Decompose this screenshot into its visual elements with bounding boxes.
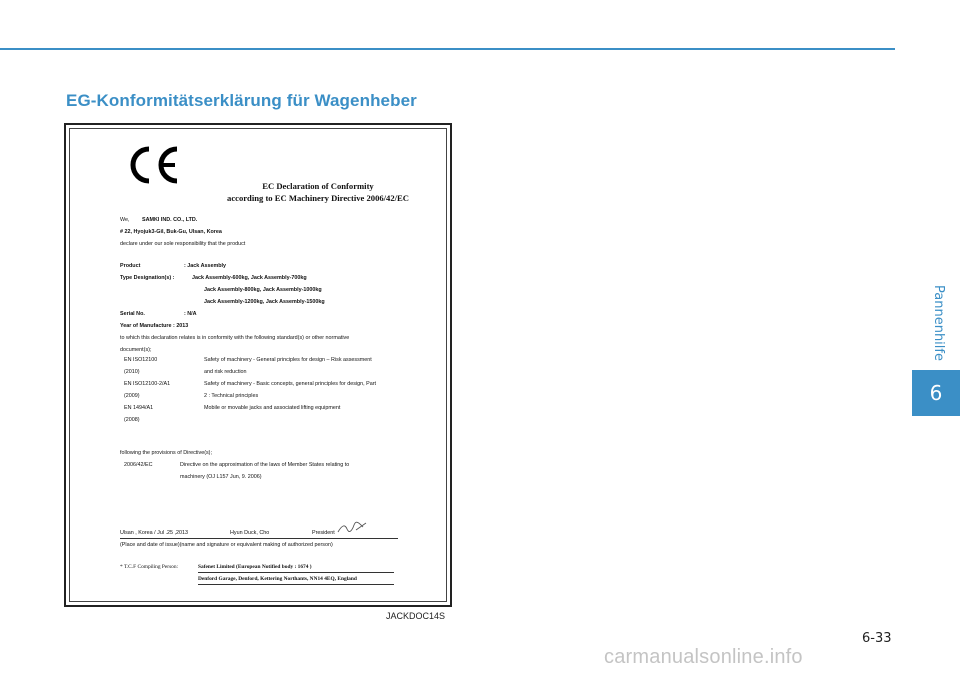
type-item: Jack Assembly-800kg, Jack Assembly-1000kg <box>204 287 322 293</box>
tcf-body: Safenet Limited (European Notified body : 1674 ) <box>198 564 312 570</box>
directive-desc: Directive on the approximation of the laws of Member States relating to <box>180 462 350 468</box>
chapter-tab[interactable] <box>912 370 960 416</box>
standard-code: EN ISO12100 <box>124 357 158 363</box>
standard-desc: 2 : Technical principles <box>204 393 259 399</box>
type-item: Jack Assembly-1200kg, Jack Assembly-1500kg <box>204 299 325 305</box>
tcf-label: * T.C.F Compiling Person: <box>120 564 179 570</box>
product-value: : Jack Assembly <box>184 263 227 269</box>
standard-desc: Mobile or movable jacks and associated lifting equipment <box>204 405 341 411</box>
directive-code: 2006/42/EC <box>124 462 153 468</box>
chapter-side-label: Pannenhilfe <box>931 285 946 361</box>
tcf-address: Denford Garage, Denford, Kettering Northants, NN14 4EQ, England <box>198 576 357 582</box>
chapter-number: 6 <box>929 381 943 405</box>
standard-desc: Safety of machinery - General principles for design – Risk assessment <box>204 357 372 363</box>
watermark-text: carmanualsonline.info <box>604 646 803 668</box>
sign-name: Hyun Duck, Cho <box>230 530 270 536</box>
image-code: JACKDOC14S <box>386 611 446 621</box>
doc-title: EC Declaration of Conformity <box>262 181 374 191</box>
product-label: Product <box>120 263 141 269</box>
standard-desc: and risk reduction <box>204 369 247 375</box>
serial-value: : N/A <box>184 311 197 317</box>
company-address: # 22, Hyojuk3-Gil, Buk-Gu, Ulsan, Korea <box>120 229 222 235</box>
ce-mark-icon <box>125 145 183 185</box>
signature-icon <box>336 521 368 535</box>
page-number: 6-33 <box>862 631 892 646</box>
standard-code: EN ISO12100-2/A1 <box>124 381 171 387</box>
provisions-text: following the provisions of Directive(s); <box>120 450 212 456</box>
type-label: Type Designation(s) : <box>120 275 175 281</box>
standard-code: (2008) <box>124 417 140 423</box>
standard-code: (2009) <box>124 393 140 399</box>
sign-place-date: Ulsan , Korea / Jul .25 ,2013 <box>120 530 189 536</box>
sign-caption: (Place and date of issue)(name and signature or equivalent making of authorized person) <box>120 542 333 548</box>
tcf-underline <box>198 584 394 585</box>
standard-desc: Safety of machinery - Basic concepts, general principles for design, Part <box>204 381 376 387</box>
we-label: We, <box>120 217 130 223</box>
company-name: SAMKI IND. CO., LTD. <box>142 217 198 223</box>
document-inner-border <box>69 128 447 602</box>
standard-code: EN 1494/A1 <box>124 405 154 411</box>
tcf-underline <box>198 572 394 573</box>
header-rule <box>0 48 895 50</box>
year-of-manufacture: Year of Manufacture : 2013 <box>120 323 189 329</box>
declaration-document-image <box>64 123 452 607</box>
doc-subtitle: according to EC Machinery Directive 2006/42/EC <box>227 193 409 203</box>
documents-text: document(s); <box>120 347 152 353</box>
conformity-text: to which this declaration relates is in conformity with the following standard(s) or other normative <box>120 335 350 341</box>
signature-line <box>120 538 398 539</box>
standard-code: (2010) <box>124 369 140 375</box>
declare-text: declare under our sole responsibility that the product <box>120 241 246 247</box>
sign-title: President <box>312 530 335 536</box>
directive-desc: machinery (OJ L157 Jun, 9. 2006) <box>180 474 262 480</box>
type-item: Jack Assembly-600kg, Jack Assembly-700kg <box>192 275 307 281</box>
section-heading: EG-Konformitätserklärung für Wagenheber <box>66 91 417 110</box>
serial-label: Serial No. <box>120 311 145 317</box>
